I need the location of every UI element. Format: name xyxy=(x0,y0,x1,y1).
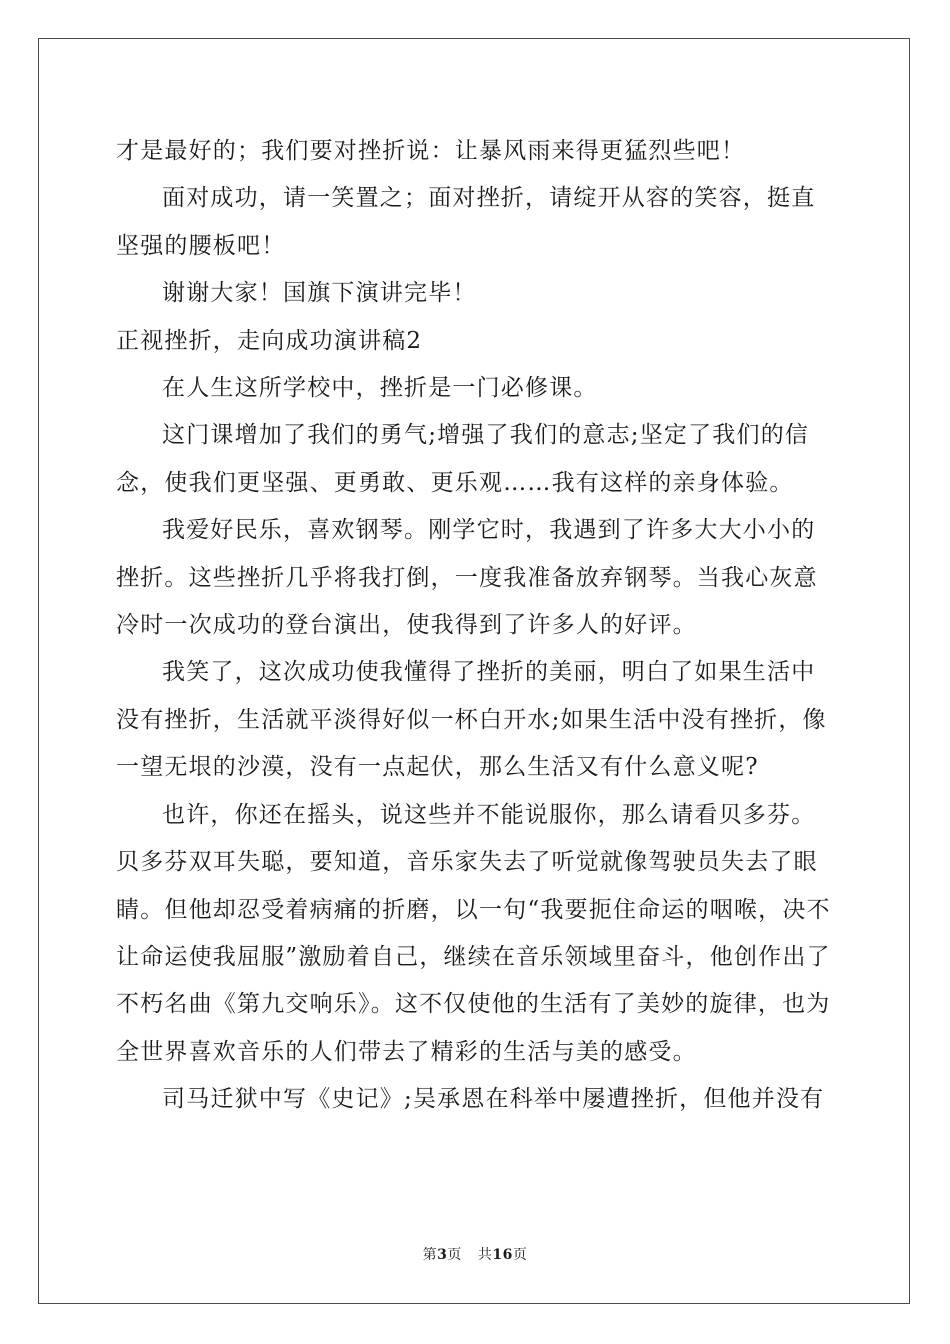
paragraph: 谢谢大家！国旗下演讲完毕！ xyxy=(162,280,477,307)
total-prefix: 共 xyxy=(477,1247,493,1263)
page-footer xyxy=(0,1244,950,1264)
paragraph: 司马迁狱中写《史记》;吴承恩在科举中屡遭挫折，但他并没有 xyxy=(162,1086,825,1113)
paragraph: 才是最好的；我们要对挫折说：让暴风雨来得更猛烈些吧！ xyxy=(116,138,746,164)
paragraph: 这门课增加了我们的勇气;增强了我们的意志;坚定了我们的信念，使我们更坚强、更勇敢、更乐观……我有这样的亲身体验。 xyxy=(116,422,810,496)
section-heading: 正视挫折，走向成功演讲稿2 xyxy=(116,327,423,354)
document-body xyxy=(116,128,836,1124)
paragraph: 我笑了，这次成功使我懂得了挫折的美丽，明白了如果生活中没有挫折，生活就平淡得好似一杯白开水;如果生活中没有挫折，像一望无垠的沙漠，没有一点起伏，那么生活又有什么意义呢? xyxy=(116,659,827,781)
paragraph: 也许，你还在摇头，说这些并不能说服你，那么请看贝多芬。贝多芬双耳失聪，要知道，音乐家失去了听觉就像驾驶员失去了眼睛。但他却忍受着病痛的折磨，以一句“我要扼住命运的咽喉，决不让命运使我屈服”激励着自己，继续在音乐领域里奋斗，他创作出了不朽名曲《第九交响乐》。这不仅使他的生活有了美妙的旋律，也为全世界喜欢音乐的人们带去了精彩的生活与美的感受。 xyxy=(116,801,831,1065)
total-pages: 16 xyxy=(492,1247,513,1263)
total-suffix: 页 xyxy=(512,1247,528,1263)
paragraph: 我爱好民乐，喜欢钢琴。刚学它时，我遇到了许多大大小小的挫折。这些挫折几乎将我打倒，一度我准备放弃钢琴。当我心灰意冷时一次成功的登台演出，使我得到了许多人的好评。 xyxy=(116,517,818,639)
page-suffix: 页 xyxy=(447,1247,462,1263)
paragraph: 在人生这所学校中，挫折是一门必修课。 xyxy=(162,375,598,402)
paragraph: 面对成功，请一笑置之；面对挫折，请绽开从容的笑容，挺直坚强的腰板吧！ xyxy=(116,185,816,259)
page-prefix: 第 xyxy=(422,1247,438,1263)
page-number: 3 xyxy=(437,1247,448,1263)
